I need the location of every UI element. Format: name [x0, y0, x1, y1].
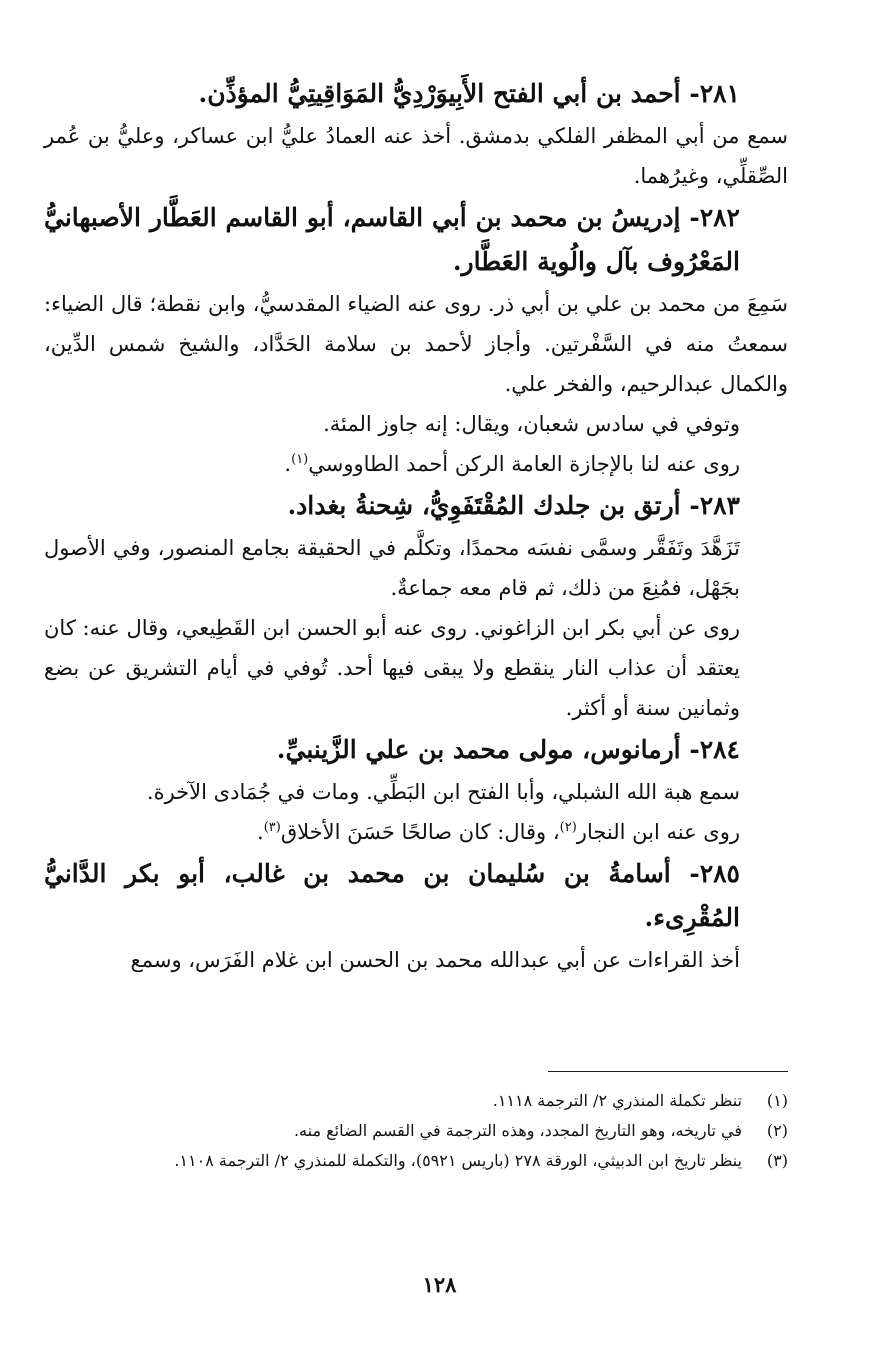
entry-paragraph: سمع هبة الله الشبلي، وأبا الفتح ابن البَطِّي. ومات في جُمَادى الآخرة. [146, 780, 740, 804]
footnote-number: (٣) [766, 1151, 788, 1170]
footnote-separator [548, 1071, 788, 1072]
footnote-item [44, 1086, 788, 1116]
page-number: ١٢٨ [422, 1272, 457, 1297]
entry-paragraph: وتوفي في سادس شعبان، ويقال: إنه جاوز المئة. [323, 412, 740, 436]
footnote-text: في تاريخه، وهو التاريخ المجدد، وهذه الترجمة في القسم الضائع منه. [293, 1121, 742, 1140]
paragraph-end: . [257, 820, 264, 844]
footnote-text: تنظر تكملة المنذري ٢/ الترجمة ١١١٨. [492, 1091, 742, 1110]
paragraph-text: روى عنه ابن النجار [576, 820, 740, 844]
footnote-number: (٢) [766, 1121, 788, 1140]
entry-paragraph: سَمِعَ من محمد بن علي بن أبي ذر. روى عنه الضياء المقدسيُّ، وابن نقطة؛ قال الضياء: سمعتُ منه في السَّفْرتين. وأجاز لأحمد بن سلامة الحَدَّاد، والشيخ شمس الدِّين، والكمال عبدالرحيم، والفخر علي. [44, 292, 788, 396]
entry-paragraph: روى عن أبي بكر ابن الزاغوني. روى عنه أبو الحسن ابن القَطِيعي، وقال عنه: كان يعتقد أن عذاب النار ينقطع ولا يبقى فيها أحد. تُوفي في أيام التشريق عن بضع وثمانين سنة أو أكثر. [44, 616, 740, 720]
footnote-text: ينظر تاريخ ابن الدبيثي، الورقة ٢٧٨ (باريس ٥٩٢١)، والتكملة للمنذري ٢/ الترجمة ١١٠٨. [174, 1151, 742, 1170]
paragraph-end: . [284, 452, 292, 476]
entry-heading-284: ٢٨٤- أرمانوس، مولى محمد بن علي الزَّينبيِّ. [276, 735, 740, 764]
footnote-number: (١) [766, 1091, 788, 1110]
footnote-marker-3[interactable]: (٣) [263, 820, 281, 835]
entry-paragraph [44, 812, 788, 852]
entry-paragraph: تَزَهَّدَ وتَفَقَّر وسمَّى نفسَه محمدًا، وتكلَّم في الحقيقة بجامع المنصور، وفي الأصول بجَهْل، فمُنِعَ من ذلك، ثم قام معه جماعةٌ. [44, 536, 740, 600]
entry-paragraph: أخذ القراءات عن أبي عبدالله محمد بن الحسن ابن غلام الفَرَس، وسمع [130, 948, 740, 972]
entry-paragraph [44, 444, 788, 484]
footnote-marker-1[interactable]: (١) [291, 452, 309, 467]
entry-heading-282: ٢٨٢- إدريسُ بن محمد بن أبي القاسم، أبو القاسم العَطَّار الأصبهانيُّ المَعْرُوف بآل والُوية العَطَّار. [44, 203, 740, 276]
footnote-marker-2[interactable]: (٢) [559, 820, 577, 835]
entry-heading-285: ٢٨٥- أسامةُ بن سُليمان بن محمد بن غالب، أبو بكر الدَّانيُّ المُقْرِىء. [44, 859, 740, 932]
entry-heading-281: ٢٨١- أحمد بن أبي الفتح الأَبِيوَرْدِيُّ المَوَاقِيتِيُّ المؤذِّن. [198, 79, 740, 108]
paragraph-text: روى عنه لنا بالإجازة العامة الركن أحمد الطاووسي [308, 452, 740, 476]
footnotes [44, 1086, 788, 1176]
footnote-item [44, 1116, 788, 1146]
entry-paragraph: سمع من أبي المظفر الفلكي بدمشق. أخذ عنه العمادُ عليُّ ابن عساكر، وعليُّ بن عُمر الصِّقلِّي، وغيرُهما. [44, 124, 788, 188]
footnote-item [44, 1146, 788, 1176]
main-text [44, 72, 788, 980]
entry-heading-283: ٢٨٣- أرتق بن جلدك المُقْتَفَوِيُّ، شِحنةُ بغداد. [287, 491, 740, 520]
paragraph-text: ، وقال: كان صالحًا حَسَنَ الأخلاق [280, 820, 560, 844]
